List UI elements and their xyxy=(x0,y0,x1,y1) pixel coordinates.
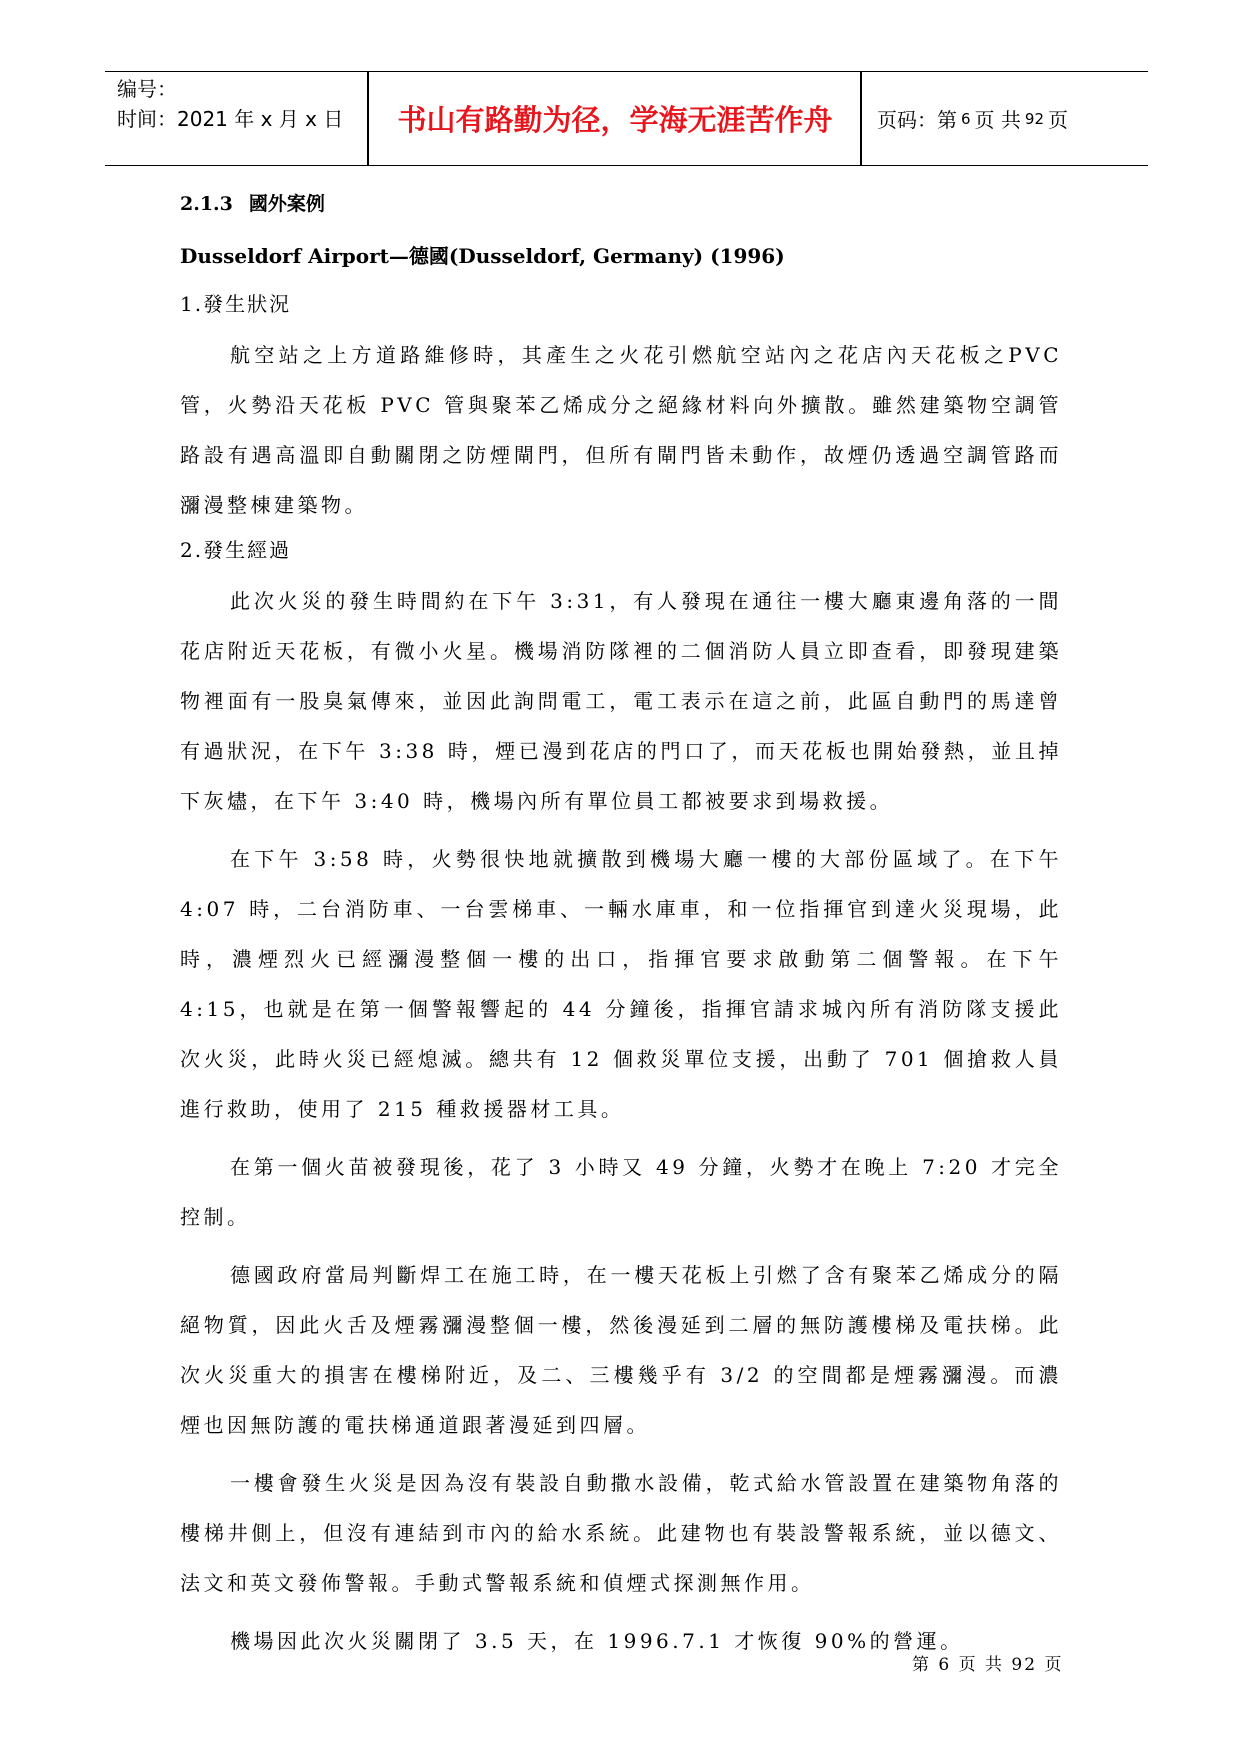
time-label: 时间：2021 年 x 月 x 日 xyxy=(117,107,344,131)
page-mid: 页 共 xyxy=(974,108,1021,132)
page-prefix: 页码：第 xyxy=(877,108,957,132)
document-body xyxy=(180,190,1062,1666)
paragraph-6: 一樓會發生火災是因為沒有裝設自動撒水設備，乾式給水管設置在建築物角落的樓梯井側上，但沒有連結到市內的給水系統。此建物也有裝設警報系統，並以德文、法文和英文發佈警報。手動式警報系統和偵煙式探測無作用。 xyxy=(180,1471,1062,1595)
header-divider-left xyxy=(367,72,369,165)
item-heading-1: 1.發生狀況 xyxy=(180,292,292,316)
paragraph-4: 在第一個火苗被發現後，花了 3 小時又 49 分鐘，火勢才在晚上 7:20 才完全控制。 xyxy=(180,1155,1062,1229)
serial-number-label: 编号： xyxy=(117,77,177,101)
paragraph-5: 德國政府當局判斷焊工在施工時，在一樓天花板上引燃了含有聚苯乙烯成分的隔絕物質，因此火舌及煙霧瀰漫整個一樓，然後漫延到二層的無防護樓梯及電扶梯。此次火災重大的損害在樓梯附近，及二、三樓幾乎有 3/2 的空間都是煙霧瀰漫。而濃煙也因無防護的電扶梯通道跟著漫延到四層。 xyxy=(180,1263,1062,1437)
paragraph-1: 航空站之上方道路維修時，其產生之火花引燃航空站內之花店內天花板之PVC 管，火勢沿天花板 PVC 管與聚苯乙烯成分之絕緣材料向外擴散。雖然建築物空調管路設有遇高溫即自動關閉之防煙閘門，但所有閘門皆未動作，故煙仍透過空調管路而瀰漫整棟建築物。 xyxy=(180,343,1062,517)
page-suffix: 页 xyxy=(1048,108,1068,132)
section-number: 2.1.3 xyxy=(180,193,233,215)
header-page-indicator xyxy=(863,72,1148,165)
section-title: 國外案例 xyxy=(248,193,325,215)
paragraph-7: 機場因此次火災關閉了 3.5 天，在 1996.7.1 才恢復 90%的營運。 xyxy=(230,1629,964,1653)
header-divider-right xyxy=(860,72,862,165)
section-heading xyxy=(180,190,1062,218)
page-total: 92 xyxy=(1024,109,1044,128)
item-heading-2: 2.發生經過 xyxy=(180,538,292,562)
header-info xyxy=(117,74,367,134)
page-header xyxy=(105,71,1148,166)
paragraph-2: 此次火災的發生時間約在下午 3:31，有人發現在通往一樓大廳東邊角落的一間花店附近天花板，有微小火星。機場消防隊裡的二個消防人員立即查看，即發現建築物裡面有一股臭氣傳來，並因此詢問電工，電工表示在這之前，此區自動門的馬達曾有過狀況，在下午 3:38 時，煙已漫到花店的門口了，而天花板也開始發熱，並且掉下灰燼，在下午 3:40 時，機場內所有單位員工都被要求到場救援。 xyxy=(180,589,1062,813)
page-number: 6 xyxy=(961,109,971,128)
header-motto: 书山有路勤为径，学海无涯苦作舟 xyxy=(397,103,833,137)
paragraph-3: 在下午 3:58 時，火勢很快地就擴散到機場大廳一樓的大部份區域了。在下午 4:07 時，二台消防車、一台雲梯車、一輛水庫車，和一位指揮官到達火災現場，此時，濃煙烈火已經瀰漫整個一樓的出口，指揮官要求啟動第二個警報。在下午 4:15，也就是在第一個警報響起的 44 分鐘後，指揮官請求城內所有消防隊支援此次火災，此時火災已經熄滅。總共有 12 個救災單位支援，出動了 701 個搶救人員進行救助，使用了 215 種救援器材工具。 xyxy=(180,847,1062,1121)
page-footer: 第 6 页 共 92 页 xyxy=(912,1655,1064,1675)
case-title: Dusseldorf Airport—德國(Dusseldorf, Germany) (1996) xyxy=(180,244,785,268)
